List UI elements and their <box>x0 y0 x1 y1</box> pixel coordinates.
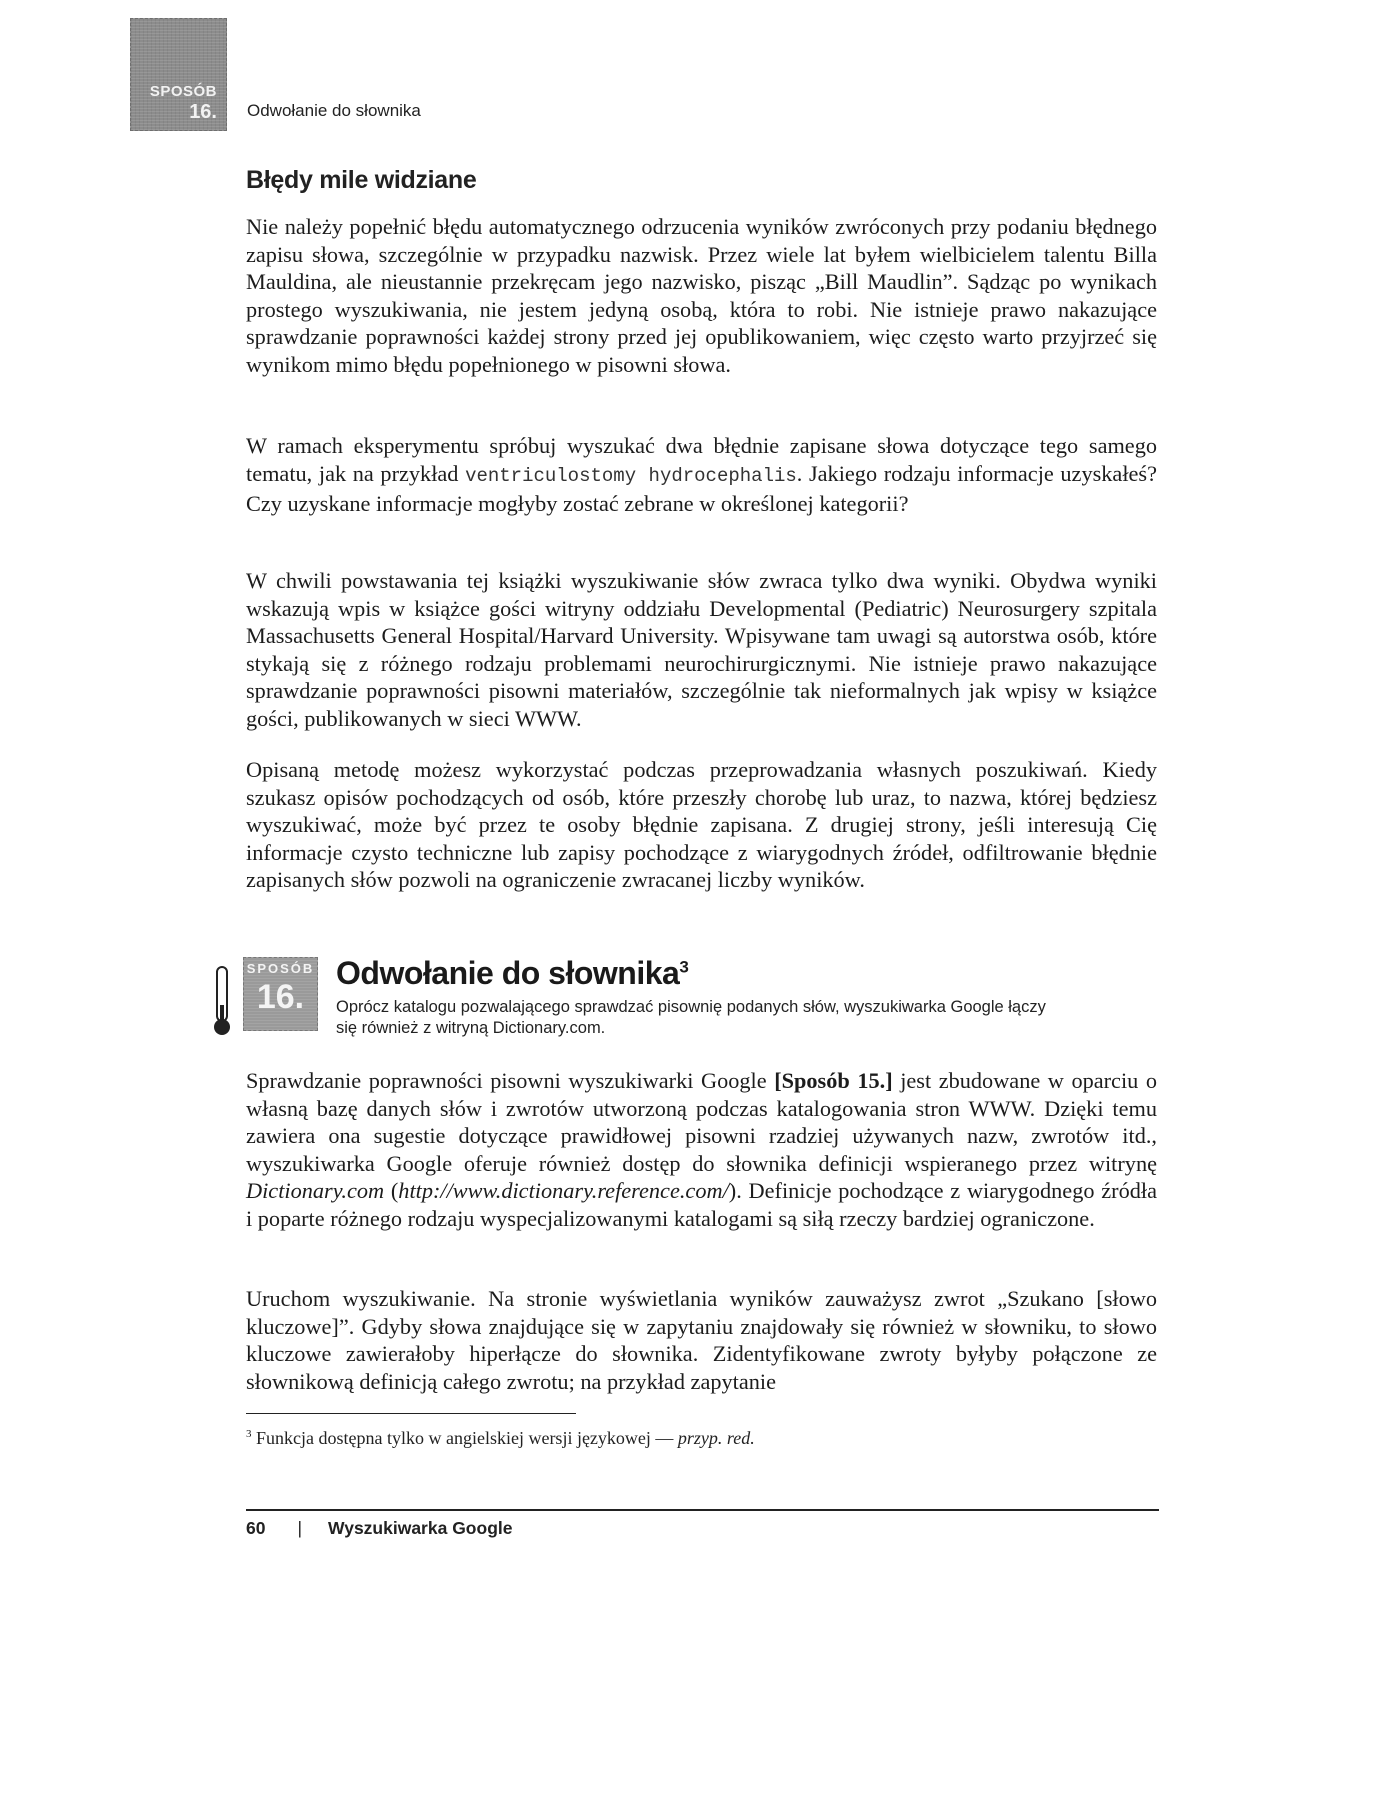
hack-subtitle: Oprócz katalogu pozwalającego sprawdzać pisownię podanych słów, wyszukiwarka Google łączy się również z witryną Dictionary.com. <box>336 998 1046 1037</box>
site-name: Dictionary.com <box>246 1178 385 1204</box>
paragraph-4: Opisaną metodę możesz wykorzystać podczas przeprowadzania własnych poszukiwań. Kiedy szukasz opisów pochodzących od osób, które przeszły chorobę lub uraz, to nazwa, której będziesz wyszukiwać, może być przez te osoby błędnie zapisana. Z drugiej strony, jeśli interesują Cię informacje czysto techniczne lub zapisy pochodzące z wiarygodnych źródeł, odfiltrowanie błędnie zapisanych słów pozwoli na ograniczenie zwracanej liczby wyników. <box>246 757 1157 893</box>
section-heading: Błędy mile widziane <box>246 166 477 194</box>
running-head: Odwołanie do słownika <box>247 101 421 120</box>
page-footer <box>246 1518 512 1539</box>
tab-number: 16. <box>189 101 217 123</box>
badge-number: 16. <box>256 978 305 1016</box>
badge-label: SPOSÓB <box>246 961 315 976</box>
paragraph-6: Uruchom wyszukiwanie. Na stronie wyświetlania wyników zauważysz zwrot „Szukano [słowo kluczowe]”. Gdyby słowa znajdujące się w zapytaniu znajdowały się również w słowniku, to słowo kluczowe zawierałoby hiperłącze do słownika. Zidentyfikowane zwroty byłyby połączone ze słownikową definicją całego zwrotu; na przykład zapytanie <box>246 1286 1157 1394</box>
hack-header <box>212 955 1112 1075</box>
thermometer-icon <box>212 965 232 1037</box>
paragraph-2: W ramach eksperymentu spróbuj wyszukać dwa błędnie zapisane słowa dotyczące tego samego tematu, jak na przykład ventriculostomy hydrocephalis. Jakiego rodzaju informacje uzyskałeś? Czy uzyskane informacje mogłyby zostać zebrane w określonej kategorii? <box>246 433 1157 517</box>
paragraph-1: Nie należy popełnić błędu automatycznego odrzucenia wyników zwróconych przy podaniu błędnego zapisu słowa, szczególnie w przypadku nazwisk. Przez wiele lat byłem wielbicielem talentu Billa Mauldina, ale nieustannie przekręcam jego nazwisko, pisząc „Bill Maudlin”. Sądząc po wynikach prostego wyszukiwania, nie jestem jedyną osobą, która to robi. Nie istnieje prawo nakazujące sprawdzanie poprawności każdej strony przed jej opublikowaniem, więc często warto przyjrzeć się wynikom mimo błędu popełnionego w pisowni słowa. <box>246 214 1157 377</box>
hack-tab <box>130 18 227 131</box>
hack-badge <box>243 957 318 1031</box>
code-query: ventriculostomy hydrocephalis <box>465 464 797 487</box>
tab-label: SPOSÓB <box>149 83 217 100</box>
book-title: Wyszukiwarka Google <box>328 1518 513 1538</box>
page-number: 60 <box>246 1518 266 1538</box>
footer-separator: | <box>297 1518 303 1538</box>
hack-title: Odwołanie do słownika$^3$ <box>336 955 689 991</box>
footnote-mark: 3 <box>679 957 689 977</box>
hack-reference: [Sposób 15.] <box>774 1068 893 1093</box>
footnote: $^3$ Funkcja dostępna tylko w angielskiej wersji językowej — przyp. red. <box>246 1428 755 1448</box>
site-url: http://www.dictionary.reference.com/ <box>398 1178 729 1204</box>
paragraph-5: Sprawdzanie poprawności pisowni wyszukiwarki Google [Sposób 15.] jest zbudowane w oparciu o własną bazę danych słów i zwrotów utworzoną podczas katalogowania stron WWW. Dzięki temu zawiera ona sugestie dotyczące prawidłowej pisowni rzadziej używanych nazw, zwrotów itd., wyszukiwarka Google oferuje również dostęp do słownika definicji wspieranego przez witrynę Dictionary.com (http://www.dictionary.reference.com/). Definicje pochodzące z wiarygodnego źródła i poparte różnego rodzaju wyspecjalizowanymi katalogami są siłą rzeczy bardziej ograniczone. <box>246 1068 1157 1231</box>
footer-divider <box>246 1509 1159 1511</box>
footnote-credit: przyp. red. <box>677 1428 755 1448</box>
paragraph-3: W chwili powstawania tej książki wyszukiwanie słów zwraca tylko dwa wyniki. Obydwa wyniki wskazują wpis w książce gości witryny oddziału Developmental (Pediatric) Neurosurgery szpitala Massachusetts General Hospital/Harvard University. Wpisywane tam uwagi są autorstwa osób, które stykają się z różnego rodzaju problemami neurochirurgicznymi. Nie istnieje prawo nakazujące sprawdzanie poprawności pisowni materiałów, szczególnie tak nieformalnych jak wpisy w książce gości, publikowanych w sieci WWW. <box>246 568 1157 731</box>
footnote-divider <box>246 1413 576 1414</box>
